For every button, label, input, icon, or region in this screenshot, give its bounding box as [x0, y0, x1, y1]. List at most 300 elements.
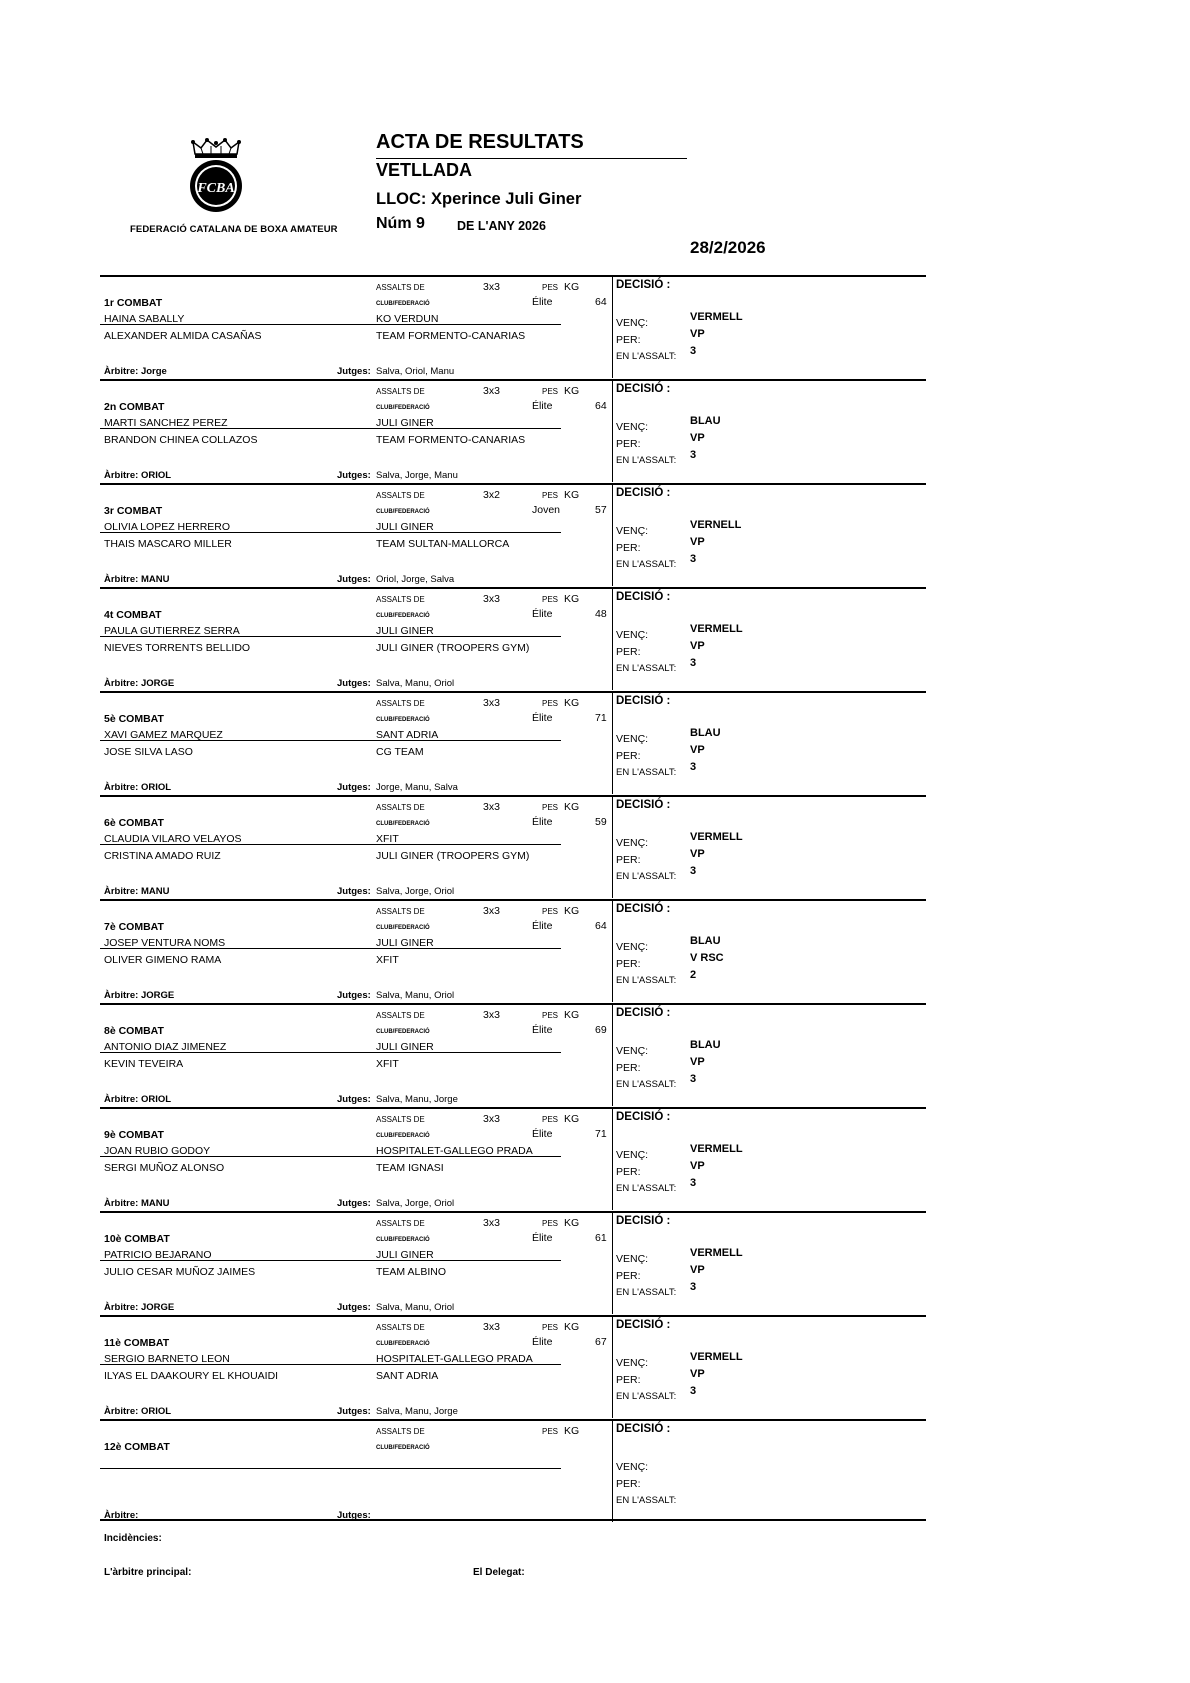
- method-label: PER:: [616, 1166, 641, 1178]
- referee: Àrbitre: ORIOL: [104, 1094, 172, 1105]
- decision-label: DECISIÓ :: [616, 487, 671, 499]
- referee: Àrbitre: JORGE: [104, 990, 175, 1001]
- fighter-red: JOAN RUBIO GODOY: [104, 1145, 211, 1157]
- decision-label: DECISIÓ :: [616, 799, 671, 811]
- delegate-label: El Delegat:: [473, 1567, 525, 1578]
- rounds-label: ASSALTS DE: [376, 699, 425, 708]
- rounds-value: 3x3: [483, 697, 500, 709]
- combat-divider: [100, 691, 926, 693]
- winner-value: BLAU: [690, 1039, 721, 1051]
- fighter-blue: CRISTINA AMADO RUIZ: [104, 850, 221, 862]
- fighter-underline: [100, 1468, 561, 1469]
- fighter-red: SERGIO BARNETO LEON: [104, 1353, 230, 1365]
- decision-divider: [612, 1109, 613, 1210]
- referee: Àrbitre: JORGE: [104, 1302, 175, 1313]
- winner-label: VENÇ:: [616, 317, 649, 329]
- combat-title: 3r COMBAT: [104, 505, 163, 517]
- winner-label: VENÇ:: [616, 1357, 649, 1369]
- combat-divider: [100, 483, 926, 485]
- document-title: ACTA DE RESULTATS: [376, 131, 584, 153]
- kg-label: KG: [564, 697, 580, 709]
- fighter-red: XAVI GAMEZ MARQUEZ: [104, 729, 223, 741]
- club-blue: JULI GINER (TROOPERS GYM): [376, 850, 530, 862]
- decision-divider: [612, 797, 613, 898]
- club-red: HOSPITALET-GALLEGO PRADA: [376, 1353, 533, 1365]
- category-value: Élite: [532, 400, 553, 412]
- combat-block: [100, 1211, 926, 1315]
- decision-label: DECISIÓ :: [616, 383, 671, 395]
- club-label: CLUB/FEDERACIÓ: [376, 301, 430, 307]
- combat-block: [100, 1315, 926, 1419]
- event-date: 28/2/2026: [690, 238, 766, 257]
- club-red: JULI GINER: [376, 937, 434, 949]
- fighter-blue: BRANDON CHINEA COLLAZOS: [104, 434, 258, 446]
- judges-label: Jutges:: [337, 1302, 371, 1313]
- decision-label: DECISIÓ :: [616, 695, 671, 707]
- method-value: VP: [690, 640, 705, 652]
- combat-title: 5è COMBAT: [104, 713, 164, 725]
- method-value: V RSC: [690, 952, 724, 964]
- winner-value: VERMELL: [690, 311, 743, 323]
- weight-value: 48: [595, 608, 607, 620]
- method-value: VP: [690, 1056, 705, 1068]
- winner-label: VENÇ:: [616, 837, 649, 849]
- rounds-label: ASSALTS DE: [376, 1219, 425, 1228]
- round-label: EN L'ASSALT:: [616, 455, 677, 466]
- judges-label: Jutges:: [337, 470, 371, 481]
- rounds-label: ASSALTS DE: [376, 803, 425, 812]
- weight-label: PES: [542, 387, 559, 396]
- kg-label: KG: [564, 905, 580, 917]
- club-blue: TEAM FORMENTO-CANARIAS: [376, 434, 526, 446]
- method-value: VP: [690, 1368, 705, 1380]
- method-value: VP: [690, 328, 705, 340]
- club-label: CLUB/FEDERACIÓ: [376, 717, 430, 723]
- club-label: CLUB/FEDERACIÓ: [376, 821, 430, 827]
- club-red: JULI GINER: [376, 521, 434, 533]
- round-label: EN L'ASSALT:: [616, 1391, 677, 1402]
- decision-label: DECISIÓ :: [616, 903, 671, 915]
- fighter-red: ANTONIO DIAZ JIMENEZ: [104, 1041, 227, 1053]
- combat-block: [100, 691, 926, 795]
- club-red: KO VERDUN: [376, 313, 439, 325]
- referee: Àrbitre:: [104, 1510, 139, 1521]
- category-value: Élite: [532, 712, 553, 724]
- method-label: PER:: [616, 542, 641, 554]
- judges-value: Salva, Manu, Oriol: [376, 1302, 455, 1313]
- weight-label: PES: [542, 1427, 559, 1436]
- judges-value: Salva, Manu, Oriol: [376, 678, 455, 689]
- referee: Àrbitre: ORIOL: [104, 1406, 172, 1417]
- kg-label: KG: [564, 1321, 580, 1333]
- round-label: EN L'ASSALT:: [616, 767, 677, 778]
- document-subtitle: VETLLADA: [376, 160, 472, 180]
- round-label: EN L'ASSALT:: [616, 663, 677, 674]
- weight-label: PES: [542, 595, 559, 604]
- combat-title: 7è COMBAT: [104, 921, 164, 933]
- referee: Àrbitre: MANU: [104, 886, 170, 897]
- fighter-red: PAULA GUTIERREZ SERRA: [104, 625, 240, 637]
- method-value: VP: [690, 1160, 705, 1172]
- event-number: Núm 9: [376, 215, 425, 232]
- fighter-red: MARTI SANCHEZ PEREZ: [104, 417, 228, 429]
- decision-label: DECISIÓ :: [616, 1007, 671, 1019]
- method-label: PER:: [616, 438, 641, 450]
- judges-label: Jutges:: [337, 574, 371, 585]
- judges-value: Oriol, Jorge, Salva: [376, 574, 455, 585]
- combat-title: 12è COMBAT: [104, 1441, 170, 1453]
- combat-title: 9è COMBAT: [104, 1129, 164, 1141]
- round-value: 3: [690, 1073, 697, 1085]
- club-red: JULI GINER: [376, 1041, 434, 1053]
- club-blue: XFIT: [376, 954, 399, 966]
- fighter-blue: OLIVER GIMENO RAMA: [104, 954, 222, 966]
- decision-label: DECISIÓ :: [616, 1319, 671, 1331]
- winner-label: VENÇ:: [616, 1253, 649, 1265]
- club-blue: SANT ADRIA: [376, 1370, 439, 1382]
- category-value: Élite: [532, 1232, 553, 1244]
- combat-block: [100, 275, 926, 379]
- method-label: PER:: [616, 750, 641, 762]
- decision-label: DECISIÓ :: [616, 279, 671, 291]
- round-label: EN L'ASSALT:: [616, 1495, 677, 1506]
- winner-label: VENÇ:: [616, 421, 649, 433]
- decision-divider: [612, 693, 613, 794]
- judges-label: Jutges:: [337, 1198, 371, 1209]
- combat-divider: [100, 275, 926, 277]
- method-value: VP: [690, 848, 705, 860]
- judges-label: Jutges:: [337, 1094, 371, 1105]
- winner-value: VERMELL: [690, 1143, 743, 1155]
- judges-value: Jorge, Manu, Salva: [376, 782, 458, 793]
- club-label: CLUB/FEDERACIÓ: [376, 925, 430, 931]
- event-location: LLOC: Xperince Juli Giner: [376, 190, 582, 208]
- rounds-value: 3x3: [483, 385, 500, 397]
- weight-value: 57: [595, 504, 607, 516]
- fighter-blue: KEVIN TEVEIRA: [104, 1058, 184, 1070]
- kg-label: KG: [564, 1113, 580, 1125]
- weight-value: 64: [595, 920, 607, 932]
- category-value: Élite: [532, 1336, 553, 1348]
- winner-value: VERMELL: [690, 831, 743, 843]
- rounds-label: ASSALTS DE: [376, 1011, 425, 1020]
- method-value: VP: [690, 536, 705, 548]
- club-blue: XFIT: [376, 1058, 399, 1070]
- combat-block: [100, 1107, 926, 1211]
- rounds-value: 3x3: [483, 1321, 500, 1333]
- round-value: 3: [690, 345, 697, 357]
- round-label: EN L'ASSALT:: [616, 975, 677, 986]
- combat-title: 4t COMBAT: [104, 609, 162, 621]
- combat-block: [100, 795, 926, 899]
- round-value: 3: [690, 657, 697, 669]
- rounds-value: 3x3: [483, 1113, 500, 1125]
- rounds-value: 3x3: [483, 281, 500, 293]
- kg-label: KG: [564, 1009, 580, 1021]
- kg-label: KG: [564, 801, 580, 813]
- weight-value: 61: [595, 1232, 607, 1244]
- decision-label: DECISIÓ :: [616, 1215, 671, 1227]
- combat-divider: [100, 1107, 926, 1109]
- combat-block: [100, 483, 926, 587]
- club-red: XFIT: [376, 833, 399, 845]
- club-blue: TEAM FORMENTO-CANARIAS: [376, 330, 526, 342]
- winner-label: VENÇ:: [616, 629, 649, 641]
- category-value: Élite: [532, 296, 553, 308]
- combat-divider: [100, 1211, 926, 1213]
- combat-block: [100, 899, 926, 1003]
- category-value: Élite: [532, 816, 553, 828]
- weight-value: 64: [595, 400, 607, 412]
- judges-value: Salva, Jorge, Oriol: [376, 886, 455, 897]
- round-label: EN L'ASSALT:: [616, 1079, 677, 1090]
- kg-label: KG: [564, 385, 580, 397]
- judges-value: Salva, Manu, Oriol: [376, 990, 455, 1001]
- method-value: VP: [690, 432, 705, 444]
- fighter-red: PATRICIO BEJARANO: [104, 1249, 212, 1261]
- fighter-red: JOSEP VENTURA NOMS: [104, 937, 226, 949]
- method-label: PER:: [616, 1270, 641, 1282]
- club-blue: CG TEAM: [376, 746, 424, 758]
- club-label: CLUB/FEDERACIÓ: [376, 1445, 430, 1451]
- method-value: VP: [690, 1264, 705, 1276]
- decision-divider: [612, 1317, 613, 1418]
- judges-value: Salva, Oriol, Manu: [376, 366, 455, 377]
- decision-divider: [612, 381, 613, 482]
- round-label: EN L'ASSALT:: [616, 1287, 677, 1298]
- rounds-label: ASSALTS DE: [376, 1323, 425, 1332]
- winner-value: BLAU: [690, 415, 721, 427]
- winner-label: VENÇ:: [616, 1461, 649, 1473]
- winner-value: BLAU: [690, 727, 721, 739]
- club-label: CLUB/FEDERACIÓ: [376, 405, 430, 411]
- bottom-divider: [100, 1519, 926, 1521]
- method-label: PER:: [616, 958, 641, 970]
- method-label: PER:: [616, 646, 641, 658]
- club-red: HOSPITALET-GALLEGO PRADA: [376, 1145, 533, 1157]
- rounds-label: ASSALTS DE: [376, 387, 425, 396]
- principal-referee-label: L'àrbitre principal:: [104, 1567, 192, 1578]
- judges-label: Jutges:: [337, 1510, 371, 1521]
- logo-initials: FCBA: [197, 181, 235, 196]
- weight-label: PES: [542, 1115, 559, 1124]
- club-label: CLUB/FEDERACIÓ: [376, 1237, 430, 1243]
- club-label: CLUB/FEDERACIÓ: [376, 1133, 430, 1139]
- combat-divider: [100, 1419, 926, 1421]
- fighter-blue: NIEVES TORRENTS BELLIDO: [104, 642, 251, 654]
- decision-divider: [612, 277, 613, 378]
- weight-label: PES: [542, 907, 559, 916]
- winner-value: VERMELL: [690, 1247, 743, 1259]
- kg-label: KG: [564, 593, 580, 605]
- decision-divider: [612, 485, 613, 586]
- club-blue: TEAM IGNASI: [376, 1162, 444, 1174]
- referee: Àrbitre: MANU: [104, 1198, 170, 1209]
- weight-label: PES: [542, 699, 559, 708]
- judges-value: Salva, Manu, Jorge: [376, 1406, 458, 1417]
- judges-label: Jutges:: [337, 886, 371, 897]
- fighter-blue: JULIO CESAR MUÑOZ JAIMES: [104, 1266, 256, 1278]
- winner-value: VERNELL: [690, 519, 742, 531]
- winner-label: VENÇ:: [616, 1045, 649, 1057]
- combat-title: 8è COMBAT: [104, 1025, 164, 1037]
- combat-block: [100, 587, 926, 691]
- judges-label: Jutges:: [337, 1406, 371, 1417]
- rounds-value: 3x3: [483, 1009, 500, 1021]
- rounds-value: 3x3: [483, 593, 500, 605]
- weight-value: 69: [595, 1024, 607, 1036]
- winner-value: BLAU: [690, 935, 721, 947]
- weight-label: PES: [542, 283, 559, 292]
- winner-label: VENÇ:: [616, 733, 649, 745]
- club-blue: TEAM ALBINO: [376, 1266, 447, 1278]
- fighter-red: OLIVIA LOPEZ HERRERO: [104, 521, 231, 533]
- combat-divider: [100, 795, 926, 797]
- federation-name: FEDERACIÓ CATALANA DE BOXA AMATEUR: [130, 224, 338, 235]
- club-label: CLUB/FEDERACIÓ: [376, 613, 430, 619]
- weight-value: 64: [595, 296, 607, 308]
- combat-divider: [100, 1315, 926, 1317]
- category-value: Élite: [532, 1024, 553, 1036]
- rounds-value: 3x3: [483, 801, 500, 813]
- kg-label: KG: [564, 281, 580, 293]
- decision-label: DECISIÓ :: [616, 1423, 671, 1435]
- decision-label: DECISIÓ :: [616, 591, 671, 603]
- method-label: PER:: [616, 1374, 641, 1386]
- method-label: PER:: [616, 334, 641, 346]
- judges-label: Jutges:: [337, 782, 371, 793]
- weight-value: 71: [595, 712, 607, 724]
- category-value: Élite: [532, 1128, 553, 1140]
- fcba-logo: [183, 138, 249, 214]
- round-value: 3: [690, 449, 697, 461]
- club-blue: JULI GINER (TROOPERS GYM): [376, 642, 530, 654]
- round-value: 3: [690, 1281, 697, 1293]
- decision-divider: [612, 589, 613, 690]
- category-value: Élite: [532, 608, 553, 620]
- kg-label: KG: [564, 1217, 580, 1229]
- round-value: 3: [690, 1177, 697, 1189]
- fighter-red: CLAUDIA VILARO VELAYOS: [104, 833, 242, 845]
- combat-block: [100, 1419, 926, 1523]
- judges-value: Salva, Jorge, Manu: [376, 470, 458, 481]
- winner-value: VERMELL: [690, 623, 743, 635]
- round-label: EN L'ASSALT:: [616, 1183, 677, 1194]
- combat-divider: [100, 899, 926, 901]
- round-value: 3: [690, 865, 697, 877]
- combat-divider: [100, 1003, 926, 1005]
- weight-label: PES: [542, 1011, 559, 1020]
- round-value: 3: [690, 553, 697, 565]
- category-value: Élite: [532, 920, 553, 932]
- decision-divider: [612, 1005, 613, 1106]
- club-red: JULI GINER: [376, 625, 434, 637]
- referee: Àrbitre: Jorge: [104, 366, 167, 377]
- incidencies-label: Incidències:: [104, 1533, 162, 1544]
- referee: Àrbitre: ORIOL: [104, 470, 172, 481]
- judges-value: Salva, Manu, Jorge: [376, 1094, 458, 1105]
- combat-title: 2n COMBAT: [104, 401, 165, 413]
- fighter-blue: SERGI MUÑOZ ALONSO: [104, 1162, 225, 1174]
- category-value: Joven: [532, 504, 561, 516]
- club-label: CLUB/FEDERACIÓ: [376, 509, 430, 515]
- fighter-blue: THAIS MASCARO MILLER: [104, 538, 232, 550]
- rounds-value: 3x3: [483, 905, 500, 917]
- title-underline: [376, 158, 687, 159]
- weight-value: 67: [595, 1336, 607, 1348]
- rounds-label: ASSALTS DE: [376, 1427, 425, 1436]
- club-red: JULI GINER: [376, 1249, 434, 1261]
- event-year: DE L'ANY 2026: [457, 219, 546, 233]
- weight-label: PES: [542, 1219, 559, 1228]
- rounds-label: ASSALTS DE: [376, 283, 425, 292]
- combat-title: 1r COMBAT: [104, 297, 163, 309]
- rounds-value: 3x3: [483, 1217, 500, 1229]
- method-value: VP: [690, 744, 705, 756]
- round-value: 2: [690, 969, 697, 981]
- weight-label: PES: [542, 1323, 559, 1332]
- kg-label: KG: [564, 1425, 580, 1437]
- winner-value: VERMELL: [690, 1351, 743, 1363]
- judges-label: Jutges:: [337, 678, 371, 689]
- rounds-label: ASSALTS DE: [376, 907, 425, 916]
- winner-label: VENÇ:: [616, 1149, 649, 1161]
- winner-label: VENÇ:: [616, 525, 649, 537]
- fighter-blue: ILYAS EL DAAKOURY EL KHOUAIDI: [104, 1370, 279, 1382]
- decision-divider: [612, 1213, 613, 1314]
- decision-label: DECISIÓ :: [616, 1111, 671, 1123]
- weight-value: 71: [595, 1128, 607, 1140]
- referee: Àrbitre: MANU: [104, 574, 170, 585]
- referee: Àrbitre: ORIOL: [104, 782, 172, 793]
- weight-label: PES: [542, 803, 559, 812]
- rounds-label: ASSALTS DE: [376, 1115, 425, 1124]
- combat-divider: [100, 587, 926, 589]
- fighter-red: HAINA SABALLY: [104, 313, 185, 325]
- judges-value: Salva, Jorge, Oriol: [376, 1198, 455, 1209]
- round-value: 3: [690, 761, 697, 773]
- judges-label: Jutges:: [337, 366, 371, 377]
- rounds-value: 3x2: [483, 489, 500, 501]
- weight-label: PES: [542, 491, 559, 500]
- round-label: EN L'ASSALT:: [616, 351, 677, 362]
- method-label: PER:: [616, 1478, 641, 1490]
- weight-value: 59: [595, 816, 607, 828]
- combat-title: 10è COMBAT: [104, 1233, 170, 1245]
- round-label: EN L'ASSALT:: [616, 871, 677, 882]
- combat-title: 6è COMBAT: [104, 817, 164, 829]
- judges-label: Jutges:: [337, 990, 371, 1001]
- club-label: CLUB/FEDERACIÓ: [376, 1341, 430, 1347]
- winner-label: VENÇ:: [616, 941, 649, 953]
- fighter-blue: JOSE SILVA LASO: [104, 746, 193, 758]
- decision-divider: [612, 1421, 613, 1522]
- rounds-label: ASSALTS DE: [376, 595, 425, 604]
- referee: Àrbitre: JORGE: [104, 678, 175, 689]
- fighter-blue: ALEXANDER ALMIDA CASAÑAS: [104, 330, 262, 342]
- method-label: PER:: [616, 854, 641, 866]
- rounds-label: ASSALTS DE: [376, 491, 425, 500]
- method-label: PER:: [616, 1062, 641, 1074]
- round-value: 3: [690, 1385, 697, 1397]
- round-label: EN L'ASSALT:: [616, 559, 677, 570]
- decision-divider: [612, 901, 613, 1002]
- club-blue: TEAM SULTAN-MALLORCA: [376, 538, 510, 550]
- club-red: SANT ADRIA: [376, 729, 439, 741]
- combat-block: [100, 379, 926, 483]
- combat-divider: [100, 379, 926, 381]
- kg-label: KG: [564, 489, 580, 501]
